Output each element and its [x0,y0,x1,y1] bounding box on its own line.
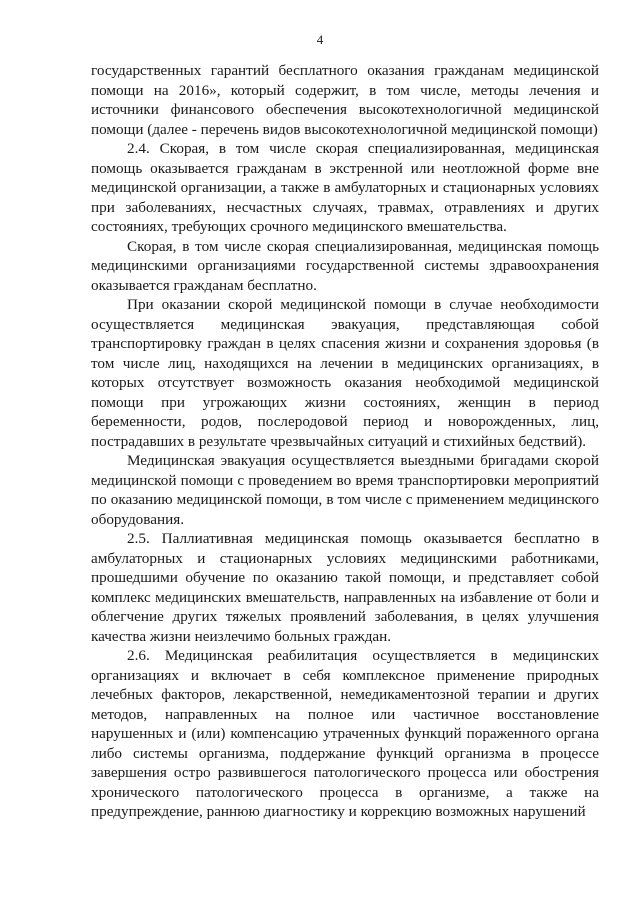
paragraph-2-5-palliative-care: 2.5. Паллиативная медицинская помощь оказывается бесплатно в амбулаторных и стационарных условиях медицинскими работниками, прошедшими обучение по оказанию такой помощи, и представляет собой комплекс медицинских вмешательств, направленных на избавление от боли и облегчение других тяжелых проявлений заболевания, в целях улучшения качества жизни неизлечимо больных граждан. [91,530,599,645]
page-number: 4 [316,32,324,47]
paragraph-medical-evacuation: При оказании скорой медицинской помощи в случае необходимости осуществляется медицинская эвакуация, представляющая собой транспортировку граждан в целях спасения жизни и сохранения здоровья (в том числе лиц, находящихся на лечении в медицинских организациях, в которых отсутствует возможность оказания необходимой медицинской помощи при угрожающих жизни состояниях, женщин в период беременности, родов, послеродовой период и новорожденных, лиц, пострадавших в результате чрезвычайных ситуаций и стихийных бедствий). [91,296,599,450]
paragraph-evacuation-teams: Медицинская эвакуация осуществляется выездными бригадами скорой медицинской помощи с проведением во время транспортировки мероприятий по оказанию медицинской помощи, в том числе с применением медицинского оборудования. [91,452,599,528]
paragraph-2-6-rehabilitation: 2.6. Медицинская реабилитация осуществляется в медицинских организациях и включает в себя комплексное применение природных лечебных факторов, лекарственной, немедикаментозной терапии и других методов, направленных на полное или частичное восстановление нарушенных и (или) компенсацию утраченных функций пораженного органа либо системы организма, поддержание функций организма в процессе завершения остро развившегося патологического процесса или обострения хронического патологического процесса в организме, а также на предупреждение, раннюю диагностику и коррекцию возможных нарушений [91,647,599,820]
paragraph-continuation: государственных гарантий бесплатного оказания гражданам медицинской помощи на 2016», который содержит, в том числе, методы лечения и источники финансового обеспечения высокотехнологичной медицинской помощи (далее - перечень видов высокотехнологичной медицинской помощи) [91,62,599,138]
document-body [91,61,599,822]
paragraph-2-4-emergency-care: 2.4. Скорая, в том числе скорая специализированная, медицинская помощь оказывается гражданам в экстренной или неотложной форме вне медицинской организации, а также в амбулаторных и стационарных условиях при заболеваниях, несчастных случаях, травмах, отравлениях и других состояниях, требующих срочного медицинского вмешательства. [91,140,599,235]
paragraph-emergency-care-free: Скорая, в том числе скорая специализированная, медицинская помощь медицинскими организациями государственной системы здравоохранения оказывается гражданам бесплатно. [91,237,599,294]
